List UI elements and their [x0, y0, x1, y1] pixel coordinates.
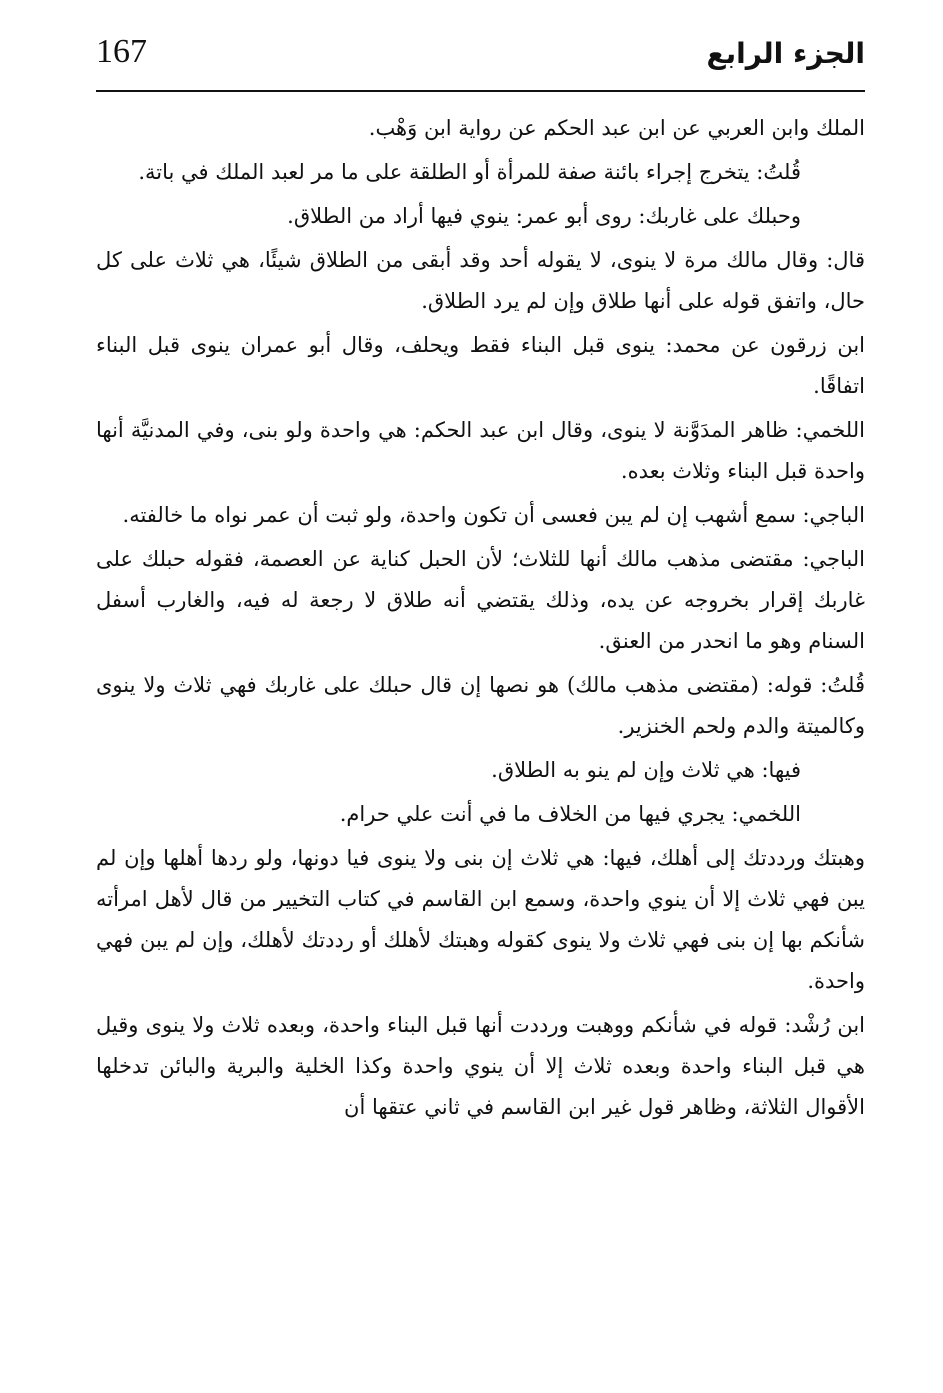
- paragraph: ابن رُشْد: قوله في شأنكم ووهبت ورددت أنها قبل البناء واحدة، وبعده ثلاث ولا ينوى وقيل هي قبل البناء واحدة وبعده ثلاث إلا أن ينوي واحدة وكذا الخلية والبرية والبائن تدخلها الأقوال الثلاثة، وظاهر قول غير ابن القاسم في ثاني عتقها أن: [96, 1013, 865, 1119]
- paragraph: الباجي: سمع أشهب إن لم يبن فعسى أن تكون واحدة، ولو ثبت أن عمر نواه ما خالفته.: [122, 503, 865, 527]
- paragraph: ابن زرقون عن محمد: ينوى قبل البناء فقط ويحلف، وقال أبو عمران ينوى قبل البناء اتفاقًا.: [96, 333, 865, 398]
- paragraph: قُلتُ: قوله: (مقتضى مذهب مالك) هو نصها إن قال حبلك على غاربك فهي ثلاث ولا ينوى وكالميتة والدم ولحم الخنزير.: [96, 673, 865, 738]
- paragraph: قال: وقال مالك مرة لا ينوى، لا يقوله أحد وقد أبقى من الطلاق شيئًا، هي ثلاث على كل حال، واتفق قوله على أنها طلاق وإن لم يرد الطلاق.: [96, 248, 865, 313]
- paragraph: اللخمي: ظاهر المدَوَّنة لا ينوى، وقال ابن عبد الحكم: هي واحدة ولو بنى، وفي المدنيَّة أنها واحدة قبل البناء وثلاث بعده.: [96, 418, 865, 483]
- paragraph: وحبلك على غاربك: روى أبو عمر: ينوي فيها أراد من الطلاق.: [287, 204, 801, 228]
- page-header: [96, 28, 865, 92]
- running-title: الجزء الرابع: [706, 37, 865, 70]
- page-number: 167: [96, 33, 147, 70]
- paragraph: الملك وابن العربي عن ابن عبد الحكم عن رواية ابن وَهْب.: [368, 116, 865, 140]
- paragraph: وهبتك ورددتك إلى أهلك، فيها: هي ثلاث إن بنى ولا ينوى فيا دونها، ولو ردها أهلها وإن لم يبن فهي ثلاث إلا أن ينوي واحدة، وسمع ابن القاسم في كتاب التخيير من قال لأهل امرأته شأنكم بها إن بنى فهي ثلاث ولا ينوى كقوله وهبتك لأهلك أو رددتك لأهلك، وإن لم يبن فهي واحدة.: [96, 846, 865, 993]
- paragraph: فيها: هي ثلاث وإن لم ينو به الطلاق.: [491, 758, 801, 782]
- body-text: [96, 108, 865, 1131]
- paragraph: قُلتُ: يتخرج إجراء بائنة صفة للمرأة أو الطلقة على ما مر لعبد الملك في باتة.: [138, 160, 801, 184]
- paragraph: اللخمي: يجري فيها من الخلاف ما في أنت علي حرام.: [339, 802, 801, 826]
- paragraph: الباجي: مقتضى مذهب مالك أنها للثلاث؛ لأن الحبل كناية عن العصمة، فقوله حبلك على غاربك إقرار بخروجه عن يده، وذلك يقتضي أنه طلاق لا رجعة له فيه، والغارب أسفل السنام وهو ما انحدر من العنق.: [96, 547, 865, 653]
